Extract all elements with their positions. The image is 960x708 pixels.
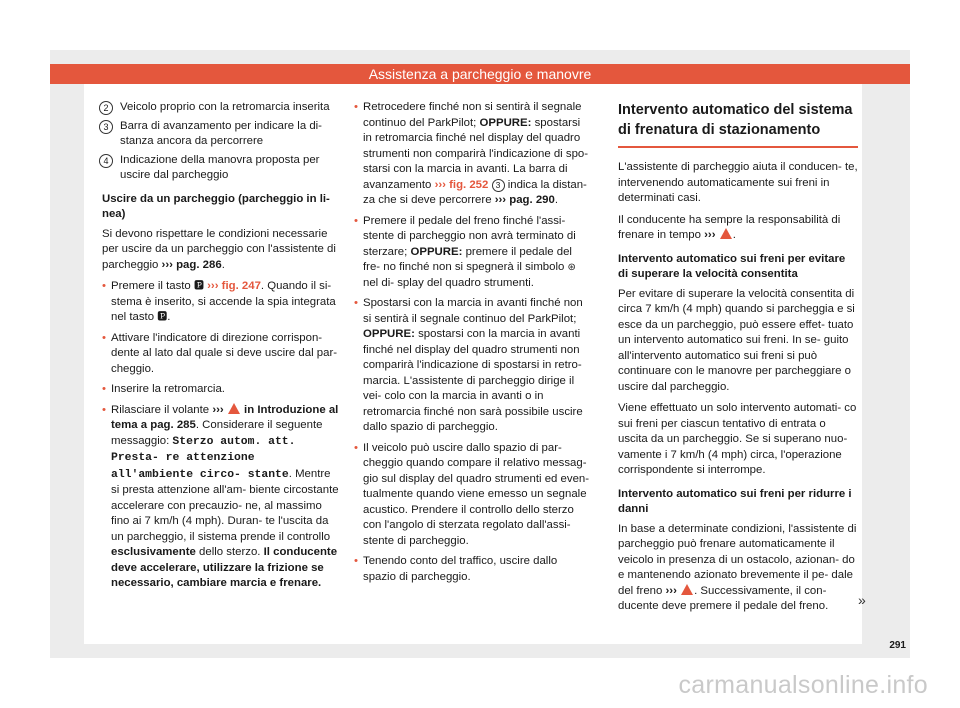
topic-reference-link[interactable]: in Introduzione al tema a pag. 285 (111, 403, 339, 431)
subheading: Intervento automatico sui freni per evitare di superare la velocità consentita (618, 252, 846, 280)
page-reference-link[interactable]: ››› pag. 290 (494, 194, 555, 206)
callout-number: 4 (99, 154, 113, 168)
legend-item: 3 Barra di avanzamento per indicare la di- stanza ancora da percorrere (102, 119, 340, 150)
subheading-exit-parking: Uscire da un parcheggio (parcheggio in li- nea) (102, 192, 330, 220)
step-item: • Spostarsi con la marcia in avanti finché non si sentirà il segnale continuo del ParkPilot; OPPURE: spostarsi con la marcia in avanti finché nel display del quadro strumenti non comparirà l'indicazione di spostarsi in retro- marcia. L'assistente di parcheggio dirige il vei- colo con la marcia in avanti o in retromarcia finché non sarà possibile uscire dallo spazio di parcheggio. (354, 296, 592, 436)
section-title: Intervento automatico del sistema di frenatura di stazionamento (618, 100, 858, 148)
paragraph: L'assistente di parcheggio aiuta il conducen- te, intervenendo automaticamente sui freni in determinati casi. (618, 161, 858, 204)
step-item: • Tenendo conto del traffico, uscire dallo spazio di parcheggio. (354, 554, 592, 585)
content-area (84, 84, 862, 644)
step-item: • Premere il tasto 🅿 ››› fig. 247. Quando il si- stema è inserito, si accende la spia integrata nel tasto 🅿. (102, 279, 340, 326)
page-reference-link[interactable]: ››› pag. 286 (161, 258, 222, 271)
column-right (618, 100, 858, 621)
page-number: 291 (889, 640, 906, 651)
paragraph: Il conducente ha sempre la responsabilità di frenare in tempo ››› . (618, 213, 841, 241)
steering-symbol-icon: ⊛ (567, 262, 576, 273)
continue-arrow-icon: » (858, 592, 866, 608)
step-item: • Attivare l'indicatore di direzione corrispon- dente al lato dal quale si deve uscire dal par- cheggio. (102, 331, 340, 378)
legend-list (102, 100, 340, 184)
step-item: • Premere il pedale del freno finché l'assi- stente di parcheggio non avrà terminato di sterzare; OPPURE: premere il pedale del fre- no finché non si spegnerà il simbolo ⊛ nel di- splay del quadro strumenti. (354, 214, 592, 292)
intro-paragraph: Si devono rispettare le condizioni necessarie per uscire da un parcheggio con l'assistente di parcheggio ››› pag. 286. (102, 227, 336, 271)
display-message: Sterzo autom. att. Presta- re attenzione all'ambiente circo- stante (111, 435, 296, 481)
legend-item: 4 Indicazione della manovra proposta per uscire dal parcheggio (102, 153, 340, 184)
paragraph: Viene effettuato un solo intervento automati- co sui freni per ciascun tentativo di entrata o uscita da un parcheggio. Se si superano nuo- vamente i 7 km/h (4 mph) circa, l'operazione corrispondente si interrompe. (618, 402, 857, 476)
column-left (102, 100, 340, 597)
callout-number: 3 (492, 179, 505, 192)
page-header: Assistenza a parcheggio e manovre (50, 64, 910, 84)
paragraph: In base a determinate condizioni, l'assistente di parcheggio può frenare automaticamente il veicolo in presenza di un ostacolo, azionan- do e mantenendo azionato brevemente il pe- dale del freno ››› . Successivamente, il con- ducente deve premere il pedale del freno. (618, 522, 857, 612)
warning-icon (720, 228, 732, 239)
warning-icon (228, 403, 240, 414)
figure-reference-link[interactable]: ››› fig. 247 (207, 280, 261, 292)
legend-item: 2 Veicolo proprio con la retromarcia inserita (102, 100, 340, 116)
park-assist-indicator-icon: 🅿 (157, 312, 168, 323)
step-item: • Retrocedere finché non si sentirà il segnale continuo del ParkPilot; OPPURE: spostarsi in retromarcia finché nel display del quadro strumenti non comparirà l'indicazione di spo- starsi con la marcia in avanti. La barra di avanzamento ››› fig. 252 3 indica la distan- za che si deve percorrere ››› pag. 290. (354, 100, 592, 209)
callout-number: 2 (99, 101, 113, 115)
warning-reference-link[interactable]: ››› (665, 584, 677, 597)
park-assist-button-icon: 🅿 (193, 281, 204, 292)
watermark: carmanualsonline.info (678, 671, 928, 699)
subheading: Intervento automatico sui freni per ridurre i danni (618, 487, 852, 515)
column-middle (354, 100, 592, 590)
figure-reference-link[interactable]: ››› fig. 252 (434, 178, 489, 191)
step-item: • Rilasciare il volante ››› in Introduzione al tema a pag. 285. Considerare il seguente messaggio: Sterzo autom. att. Presta- re attenzione all'ambiente circo- stante. Mentre si presta attenzione all'am- biente circostante accelerare con precauzio- ne, al massimo fino ai 7 km/h (4 mph). Duran- te l'uscita da un parcheggio, il sistema prende il controllo esclusivamente dello sterzo. Il conducente deve accelerare, utilizzare la frizione se necessario, cambiare marcia e frenare. (102, 403, 340, 592)
warning-icon (681, 584, 693, 595)
callout-number: 3 (99, 120, 113, 134)
step-item: • Il veicolo può uscire dallo spazio di par- cheggio quando compare il relativo messag- gio sul display del quadro strumenti ed even- tualmente quando viene emesso un segnale acustico. Prendere il controllo dello sterzo con l'angolo di sterzata regolato dall'assi- stente di parcheggio. (354, 441, 592, 550)
step-item: • Inserire la retromarcia. (102, 382, 340, 398)
paragraph: Per evitare di superare la velocità consentita di circa 7 km/h (4 mph) quando si parcheggia e si esce da un parcheggio, può essere effet- tuato un intervento automatico sui freni. In se- guito all'intervento automatico sui freni si può continuare con le manovre per parcheggiare o uscire dal parcheggio. (618, 287, 855, 393)
warning-reference-link[interactable]: ››› (704, 229, 716, 241)
